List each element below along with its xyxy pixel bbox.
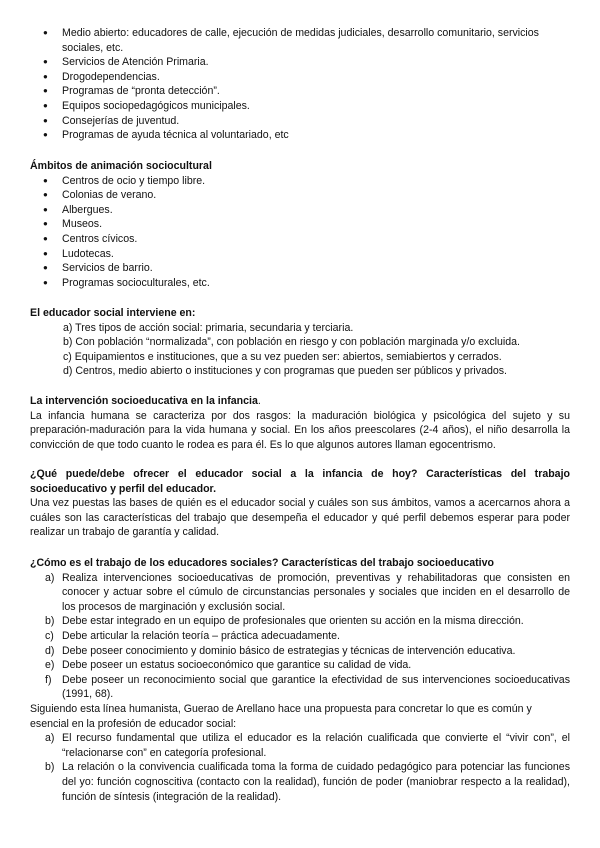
trabajo-list-2 — [0, 731, 600, 804]
list-item: ● Servicios de Atención Primaria. — [0, 55, 600, 70]
list-item: ● Programas de ayuda técnica al voluntariado, etc — [0, 128, 600, 143]
heading-period: . — [257, 395, 261, 407]
paragraph: Siguiendo esta línea humanista, Guerao de Arellano hace una propuesta para concretar lo que es común y esencial en la profesión de educador social: — [30, 702, 532, 730]
interviene-list — [0, 321, 600, 379]
list-marker: d) — [45, 644, 55, 657]
list-item: ● Programas socioculturales, etc. — [0, 276, 600, 291]
list-item: ● Ludotecas. — [0, 247, 600, 262]
paragraph: Una vez puestas las bases de quién es el educador social y cuáles son sus ámbitos, vamos a acercarnos ahora a cuáles son las características del trabajo que desempeña el educador y qué perfil debemos esperar para poder realizar un trabajo de garantía y calidad. — [30, 497, 570, 539]
list-marker: b) — [45, 761, 55, 774]
section-heading-text: La intervención socioeducativa en la infancia — [30, 395, 258, 407]
section-heading: ¿Cómo es el trabajo de los educadores sociales? Características del trabajo socioeducativo — [30, 557, 494, 569]
infancia-section — [0, 394, 600, 452]
list-item — [0, 760, 600, 804]
list-item — [0, 673, 600, 702]
list-item: d) Centros, medio abierto o instituciones y con programas que pueden ser públicos y privados. — [63, 365, 508, 378]
list-marker: f) — [45, 673, 52, 686]
section-heading: ¿Qué puede/debe ofrecer el educador social a la infancia de hoy? Características del trabajo socioeducativo y perfil del educador. — [30, 468, 570, 495]
list-item-text: El recurso fundamental que utiliza el educador es la relación cualificada que convierte el “vivir con”, el “relacionarse con” en categoría profesional. — [62, 732, 570, 759]
list-marker: a) — [45, 732, 55, 745]
list-marker: e) — [45, 659, 55, 672]
list-item: ● Medio abierto: educadores de calle, ejecución de medidas judiciales, desarrollo comunitario, servicios sociales, etc. — [0, 26, 600, 55]
list-item: ● Equipos sociopedagógicos municipales. — [0, 99, 600, 114]
list-item — [0, 658, 600, 673]
trabajo-list — [0, 571, 600, 702]
list-marker: a) — [45, 571, 55, 584]
interviene-section — [0, 306, 600, 379]
list-item — [0, 614, 600, 629]
services-list — [0, 26, 600, 143]
section-heading: El educador social interviene en: — [30, 307, 196, 319]
list-item: ● Servicios de barrio. — [0, 261, 600, 276]
list-item: ● Consejerías de juventud. — [0, 114, 600, 129]
list-item: ● Albergues. — [0, 203, 600, 218]
ofrecer-section — [0, 467, 600, 540]
services-list-section — [0, 26, 600, 143]
list-item — [0, 644, 600, 659]
ambitos-section — [0, 159, 600, 290]
section-heading: Ámbitos de animación sociocultural — [30, 160, 212, 172]
list-marker: b) — [45, 615, 55, 628]
list-item: ● Colonias de verano. — [0, 188, 600, 203]
list-item — [0, 629, 600, 644]
list-marker: c) — [45, 629, 54, 642]
trabajo-section — [0, 556, 600, 804]
ambitos-list — [0, 174, 600, 291]
list-item-text: Debe poseer un estatus socioeconómico que garantice su calidad de vida. — [62, 659, 412, 672]
list-item: ● Drogodependencias. — [0, 70, 600, 85]
list-item — [0, 731, 600, 760]
list-item-text: Debe estar integrado en un equipo de profesionales que orienten su acción en la misma dirección. — [62, 615, 524, 628]
list-item: a) Tres tipos de acción social: primaria, secundaria y terciaria. — [63, 321, 354, 334]
list-item: c) Equipamientos e instituciones, que a su vez pueden ser: abiertos, semiabiertos y cerrados. — [63, 350, 502, 363]
list-item-text: Debe articular la relación teoría – práctica adecuadamente. — [62, 629, 340, 642]
list-item: ● Programas de “pronta detección”. — [0, 84, 600, 99]
list-item: ● Centros de ocio y tiempo libre. — [0, 174, 600, 189]
list-item — [0, 571, 600, 615]
list-item: ● Centros cívicos. — [0, 232, 600, 247]
list-item: ● Museos. — [0, 217, 600, 232]
paragraph: La infancia humana se caracteriza por dos rasgos: la maduración biológica y psicológica del sujeto y su preparación-maduración para la vida humana y social. En los años preescolares (2-4 años), el niño desarrolla la convicción de que todo cuanto le rodea es para él. Es lo que algunos autores llaman egocentrismo. — [30, 409, 570, 451]
section-heading — [30, 394, 600, 409]
list-item-text: Debe poseer un reconocimiento social que garantice la efectividad de sus intervenciones socioeducativas (1991, 68). — [62, 673, 570, 701]
list-item: b) Con población “normalizada”, con población en riesgo y con población marginada y/o excluida. — [63, 336, 520, 349]
list-item-text: Debe poseer conocimiento y dominio básico de estrategias y técnicas de intervención educativa. — [62, 644, 516, 657]
list-item-text: La relación o la convivencia cualificada toma la forma de cuidado pedagógico para potenciar las funciones del yo: función cognoscitiva (contacto con la realidad), función de poder (maniobrar respecto a la realidad), función de síntesis (integración de la realidad). — [62, 761, 570, 803]
list-item-text: Realiza intervenciones socioeducativas de promoción, preventivas y rehabilitadoras que consisten en conocer y actuar sobre el cúmulo de circunstancias personales y sociales que inciden en el desarrollo de los procesos de marginación y exclusión social. — [62, 571, 570, 613]
